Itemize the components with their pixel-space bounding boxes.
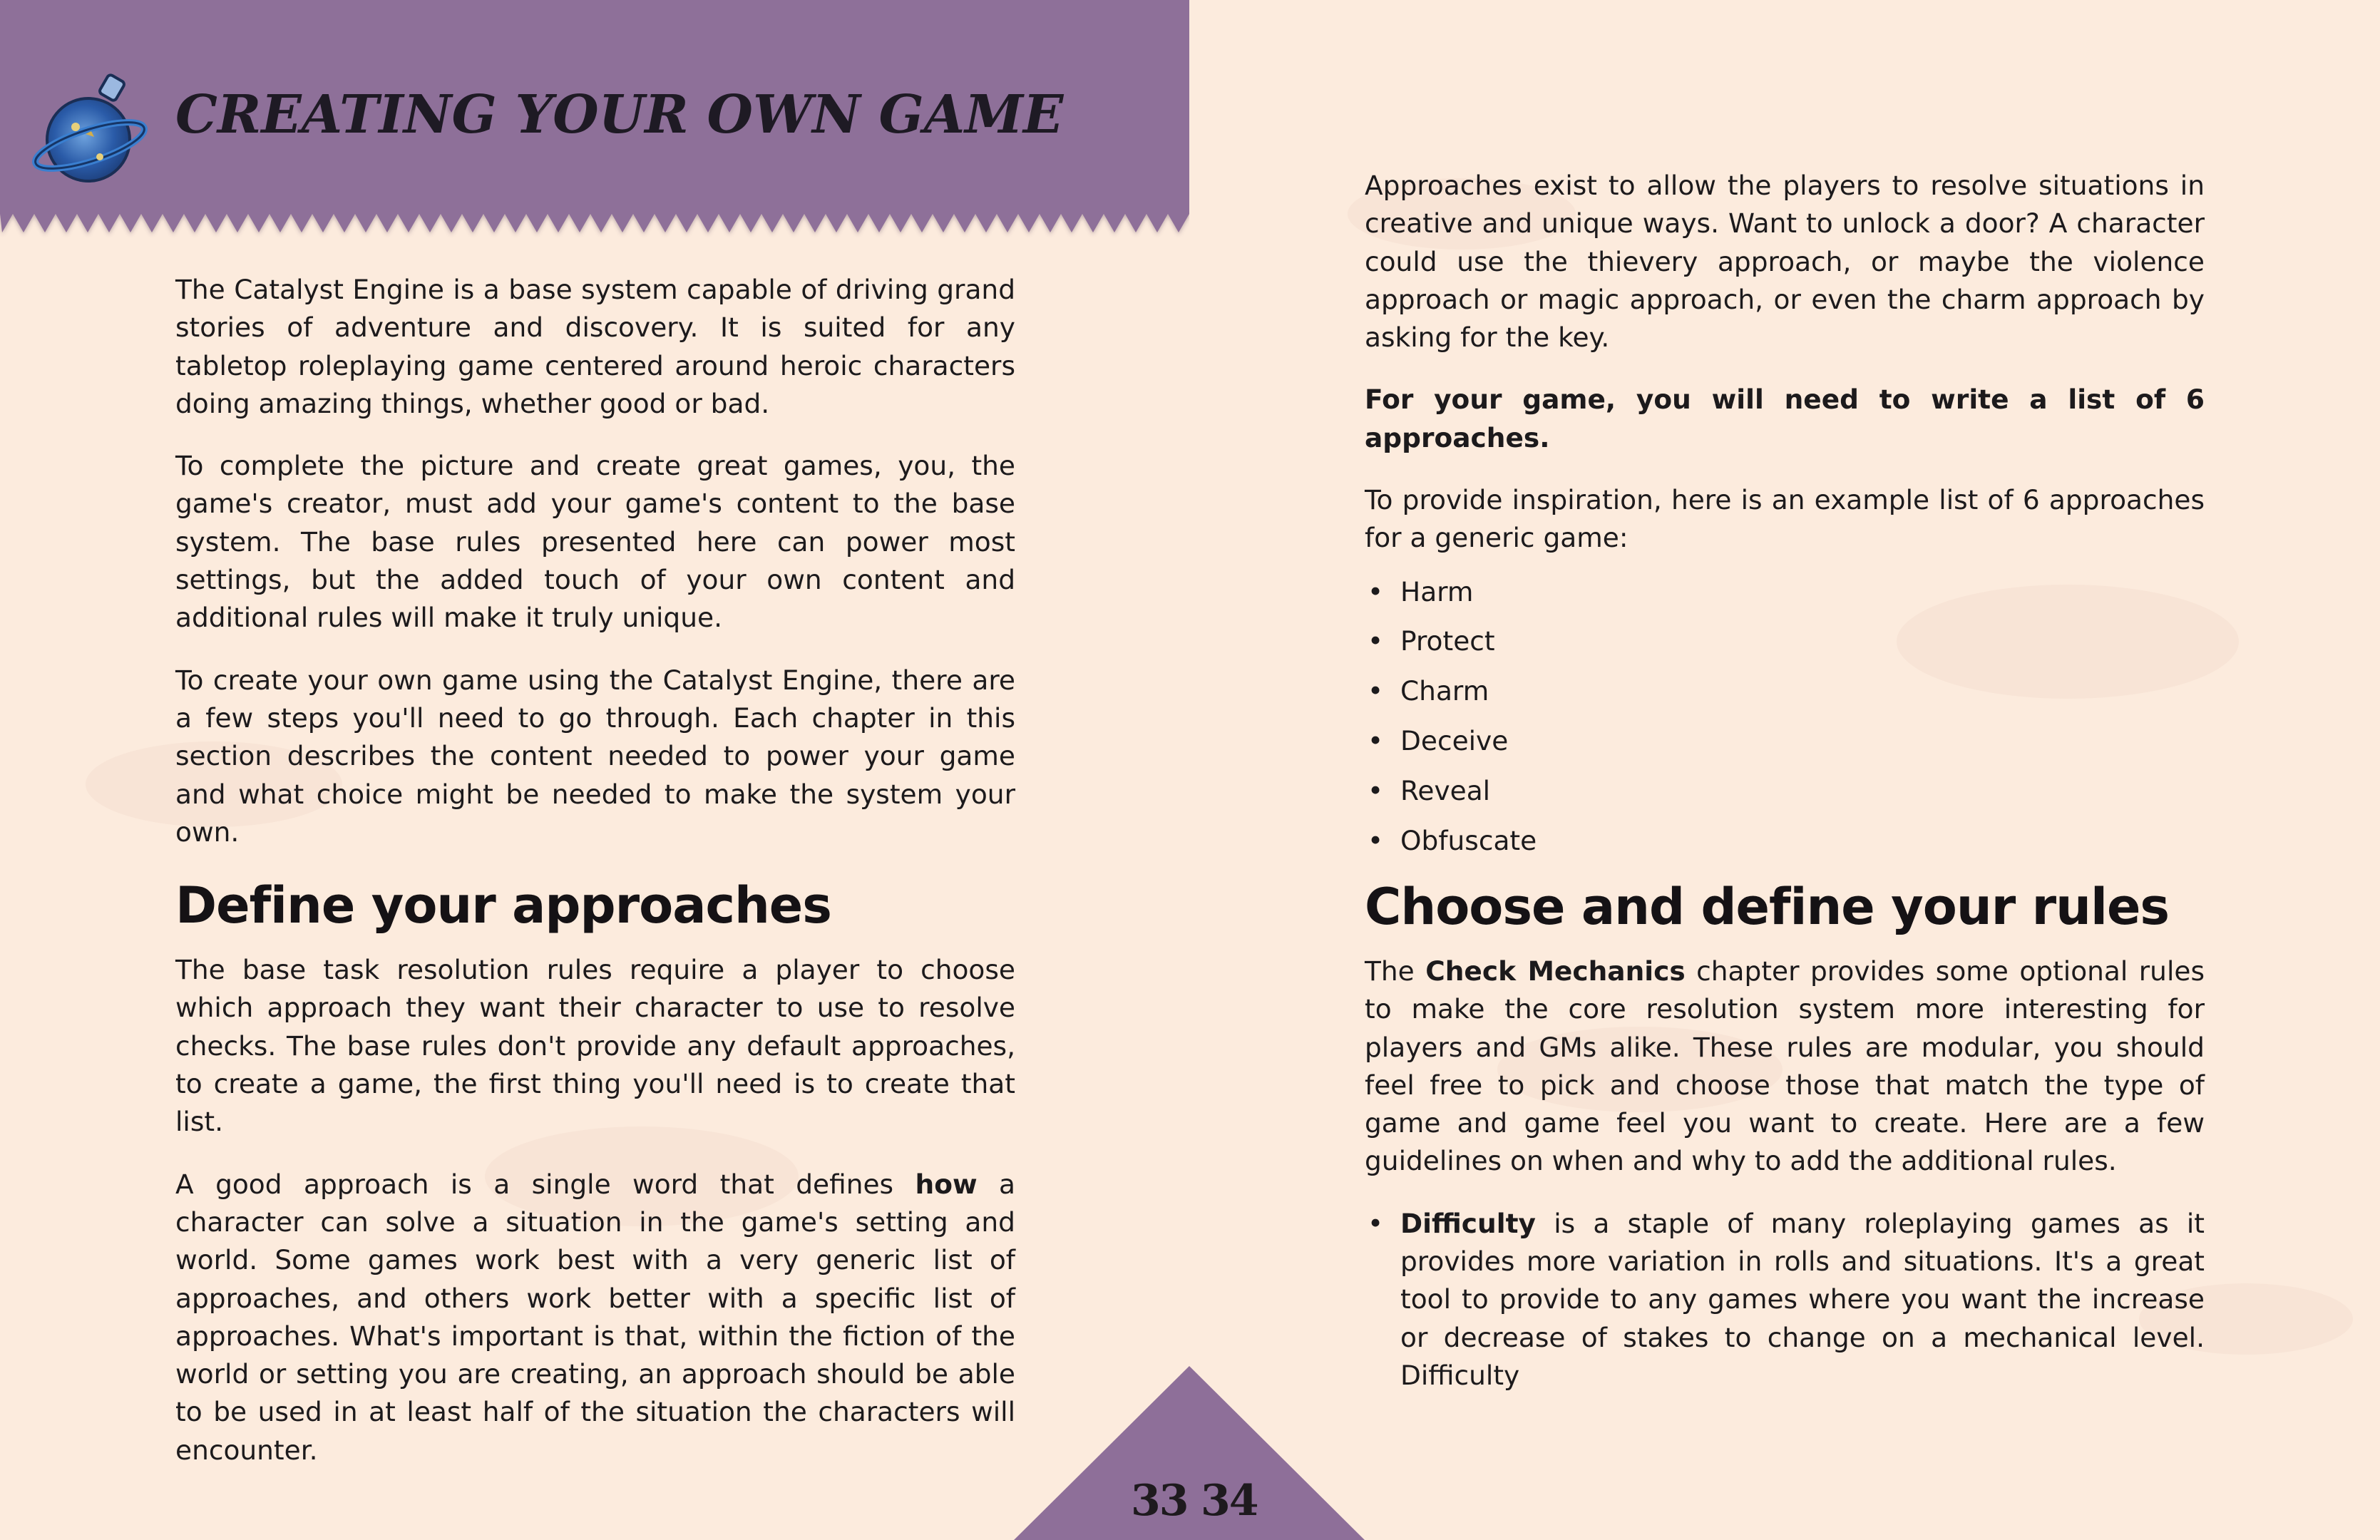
intro-paragraph-1: The Catalyst Engine is a base system capable of driving grand stories of adventure and discovery. It is suited for any tabletop roleplaying game centered around heroic characters doing amazing things, whether good or bad. — [175, 274, 1015, 419]
text-run: A good approach is a single word that defines — [175, 1168, 915, 1200]
approach-name: Charm — [1400, 675, 1489, 707]
text-run: is a staple of many roleplaying games as it provides more variation in rolls and situations. It's a great tool to provide to any games where you want the increase or decrease of stakes to change on a mechanical level. Difficulty — [1400, 1207, 2205, 1391]
rules-list — [1365, 1205, 2205, 1395]
check-mechanics-bold: Check Mechanics — [1425, 955, 1686, 987]
bullet-icon: • — [1368, 774, 1384, 806]
text-run: The — [1365, 955, 1426, 987]
text-run: chapter provides some optional rules to make the core resolution system more interesting for players and GMs alike. These rules are modular, you should feel free to pick and choose those that match the type of game and game feel you want to create. Here are a few guidelines on when and why to add the additional rules. — [1365, 955, 2205, 1177]
page-number-right: 34 — [1201, 1476, 1258, 1526]
section-heading-rules: Choose and define your rules — [1365, 877, 2170, 936]
left-column — [175, 271, 1015, 1494]
approaches-requirement — [1365, 381, 2205, 457]
list-item — [1365, 672, 2205, 710]
chapter-title: CREATING YOUR OWN GAME — [175, 84, 1064, 145]
list-item — [1365, 822, 2205, 860]
bullet-icon: • — [1368, 675, 1384, 707]
section-heading-approaches: Define your approaches — [175, 876, 831, 935]
rules-paragraph — [1365, 953, 2205, 1181]
list-item — [1365, 622, 2205, 660]
bullet-icon: • — [1368, 1207, 1384, 1239]
approaches-list — [1365, 573, 2205, 860]
approach-name: Protect — [1400, 625, 1495, 657]
inspiration-paragraph: To provide inspiration, here is an example list of 6 approaches for a generic game: — [1365, 484, 2205, 554]
approaches-paragraph-2 — [175, 1166, 1015, 1469]
catalyst-potion-icon — [29, 71, 151, 194]
bullet-icon: • — [1368, 575, 1384, 607]
approach-name: Reveal — [1400, 774, 1491, 806]
list-item — [1365, 573, 2205, 611]
intro-paragraph-3: To create your own game using the Catalyst Engine, there are a few steps you'll need to go through. Each chapter in this section describes the content needed to power your game and what choice might be needed to make the system your own. — [175, 664, 1015, 848]
page-number-triangle — [1014, 1366, 1365, 1540]
difficulty-bold: Difficulty — [1400, 1207, 1536, 1239]
emphasis-how: how — [915, 1168, 978, 1200]
approach-name: Harm — [1400, 575, 1474, 607]
approaches-explanation: Approaches exist to allow the players to resolve situations in creative and unique ways. Want to unlock a door? A character could use the thievery approach, or maybe the violence approach or magic approach, or even the charm approach by asking for the key. — [1365, 170, 2205, 354]
page-number-left: 33 — [1131, 1476, 1188, 1526]
list-item — [1365, 722, 2205, 760]
approaches-paragraph-1: The base task resolution rules require a player to choose which approach they want their character to use to resolve checks. The base rules don't provide any default approaches, to create a game, the first thing you'll need is to create that list. — [175, 954, 1015, 1138]
list-item — [1365, 1205, 2205, 1395]
bullet-icon: • — [1368, 625, 1384, 657]
bullet-icon: • — [1368, 725, 1384, 757]
requirement-bold: For your game, you will need to write a list of 6 approaches. — [1365, 384, 2205, 453]
text-run: a character can solve a situation in the game's setting and world. Some games work best with a very generic list of approaches, and others work better with a specific list of approaches. What's important is that, within the fiction of the world or setting you are creating, an approach should be able to be used in at least half of the situation the characters will encounter. — [175, 1168, 1015, 1466]
right-column — [1365, 167, 2205, 1412]
list-item — [1365, 772, 2205, 810]
intro-paragraph-2: To complete the picture and create great games, you, the game's creator, must add your game's content to the base system. The base rules presented here can power most settings, but the added touch of your own content and additional rules will make it truly unique. — [175, 450, 1015, 634]
approach-name: Obfuscate — [1400, 824, 1537, 856]
approach-name: Deceive — [1400, 725, 1509, 757]
bullet-icon: • — [1368, 824, 1384, 856]
